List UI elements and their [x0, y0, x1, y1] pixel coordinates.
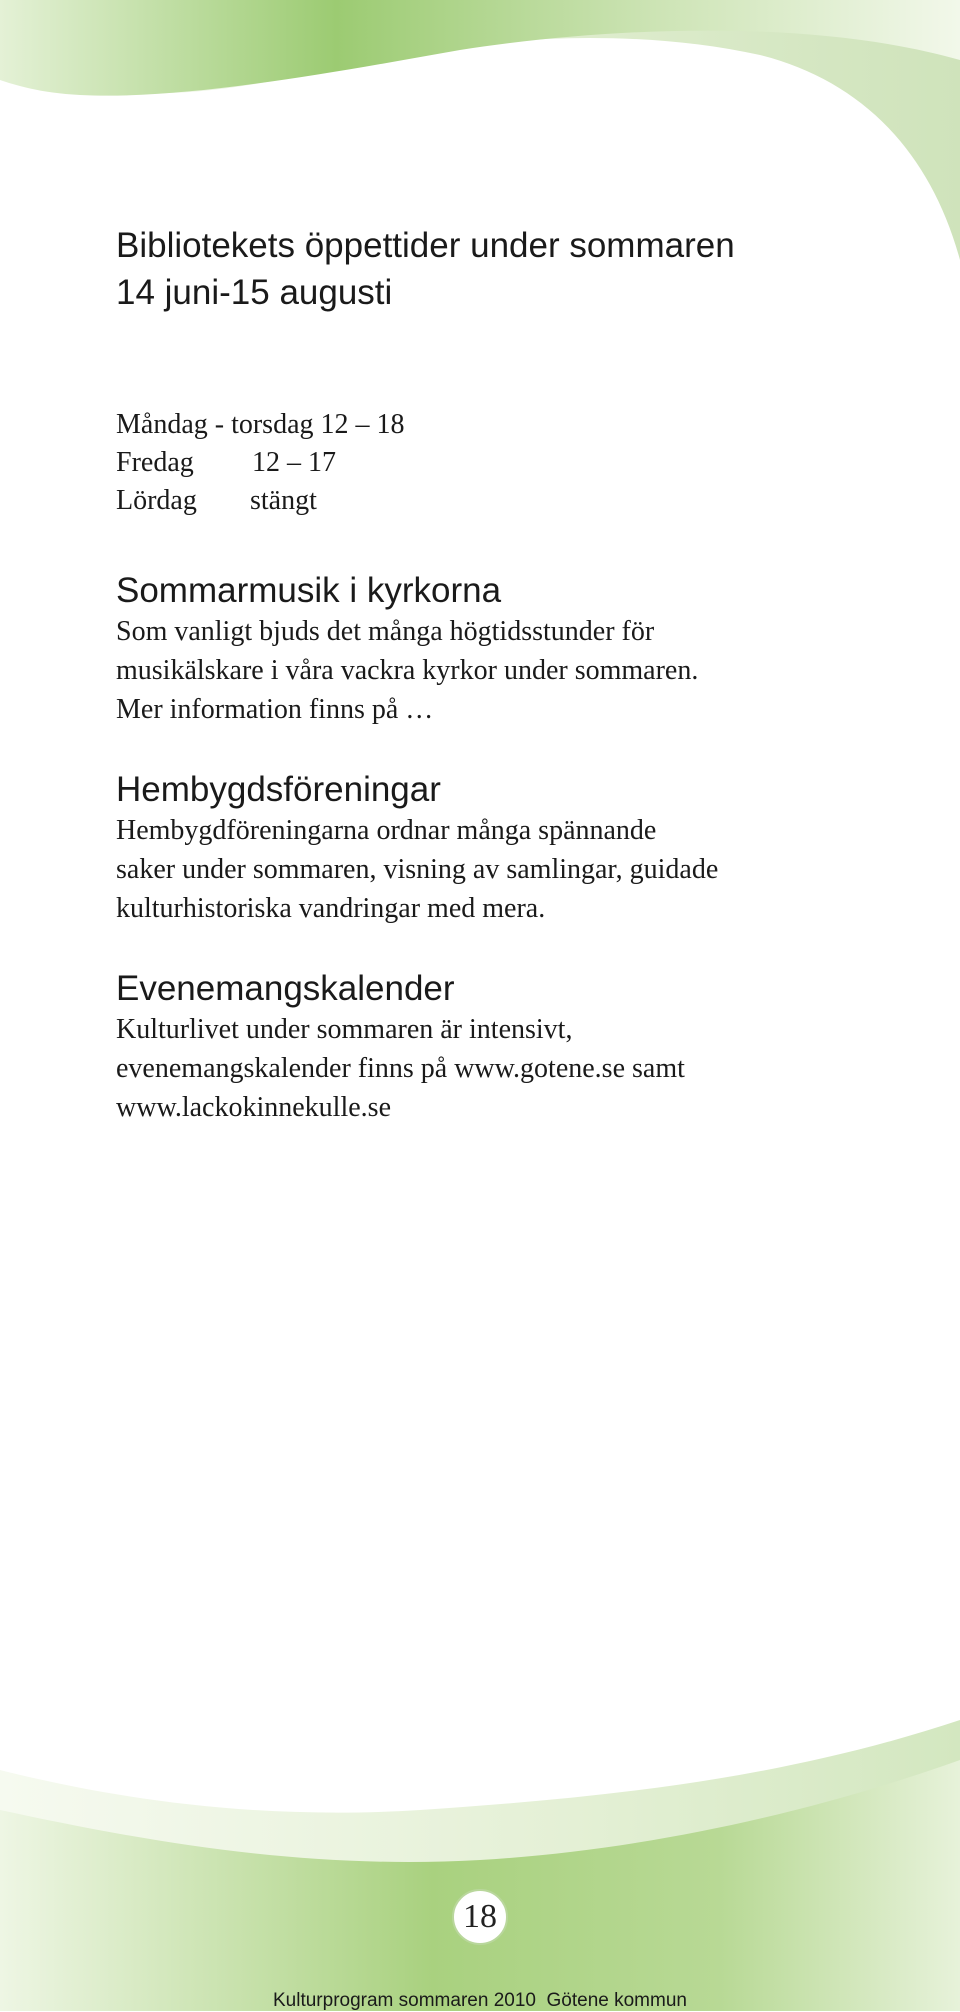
section-body [116, 1010, 896, 1127]
section-body [116, 612, 896, 729]
body-line: kulturhistoriska vandringar med mera. [116, 893, 546, 924]
page-number-badge [452, 1889, 508, 1945]
body-line: Kulturlivet under sommaren är intensivt, [116, 1014, 573, 1045]
page-number: 18 [463, 1898, 497, 1935]
hours-day: Måndag - torsdag [116, 409, 314, 440]
library-hours-title [116, 222, 896, 316]
section-heading: Hembygdsföreningar [116, 770, 441, 809]
opening-hours-list [116, 406, 896, 520]
section-body [116, 811, 896, 928]
body-line: Mer information finns på … [116, 694, 434, 725]
page-content [116, 222, 896, 1127]
hours-time: 12 – 17 [252, 447, 336, 478]
hours-row [116, 482, 896, 520]
section-heading: Evenemangskalender [116, 969, 455, 1008]
body-line: musikälskare i våra vackra kyrkor under sommaren. [116, 655, 699, 686]
body-line: saker under sommaren, visning av samlingar, guidade [116, 854, 719, 885]
bottom-wave-decoration [0, 1700, 960, 2011]
title-line-2: 14 juni-15 augusti [116, 273, 393, 312]
section-sommarmusik [116, 570, 896, 729]
body-line: www.lackokinnekulle.se [116, 1092, 391, 1123]
title-line-1: Bibliotekets öppettider under sommaren [116, 226, 735, 265]
hours-day: Fredag [116, 447, 194, 478]
section-evenemangskalender [116, 968, 896, 1127]
hours-time: 12 – 18 [320, 409, 405, 440]
body-line: Som vanligt bjuds det många högtidsstunder för [116, 616, 655, 647]
body-line: Hembygdföreningarna ordnar många spännande [116, 815, 657, 846]
body-line: evenemangskalender finns på www.gotene.se samt [116, 1053, 685, 1084]
hours-time: stängt [250, 485, 317, 516]
section-heading: Sommarmusik i kyrkorna [116, 571, 502, 610]
hours-day: Lördag [116, 485, 197, 516]
hours-row [116, 444, 896, 482]
section-hembygdsforeningar [116, 769, 896, 928]
hours-row [116, 406, 896, 444]
footer-text: Kulturprogram sommaren 2010 Götene kommun [273, 1990, 687, 2011]
